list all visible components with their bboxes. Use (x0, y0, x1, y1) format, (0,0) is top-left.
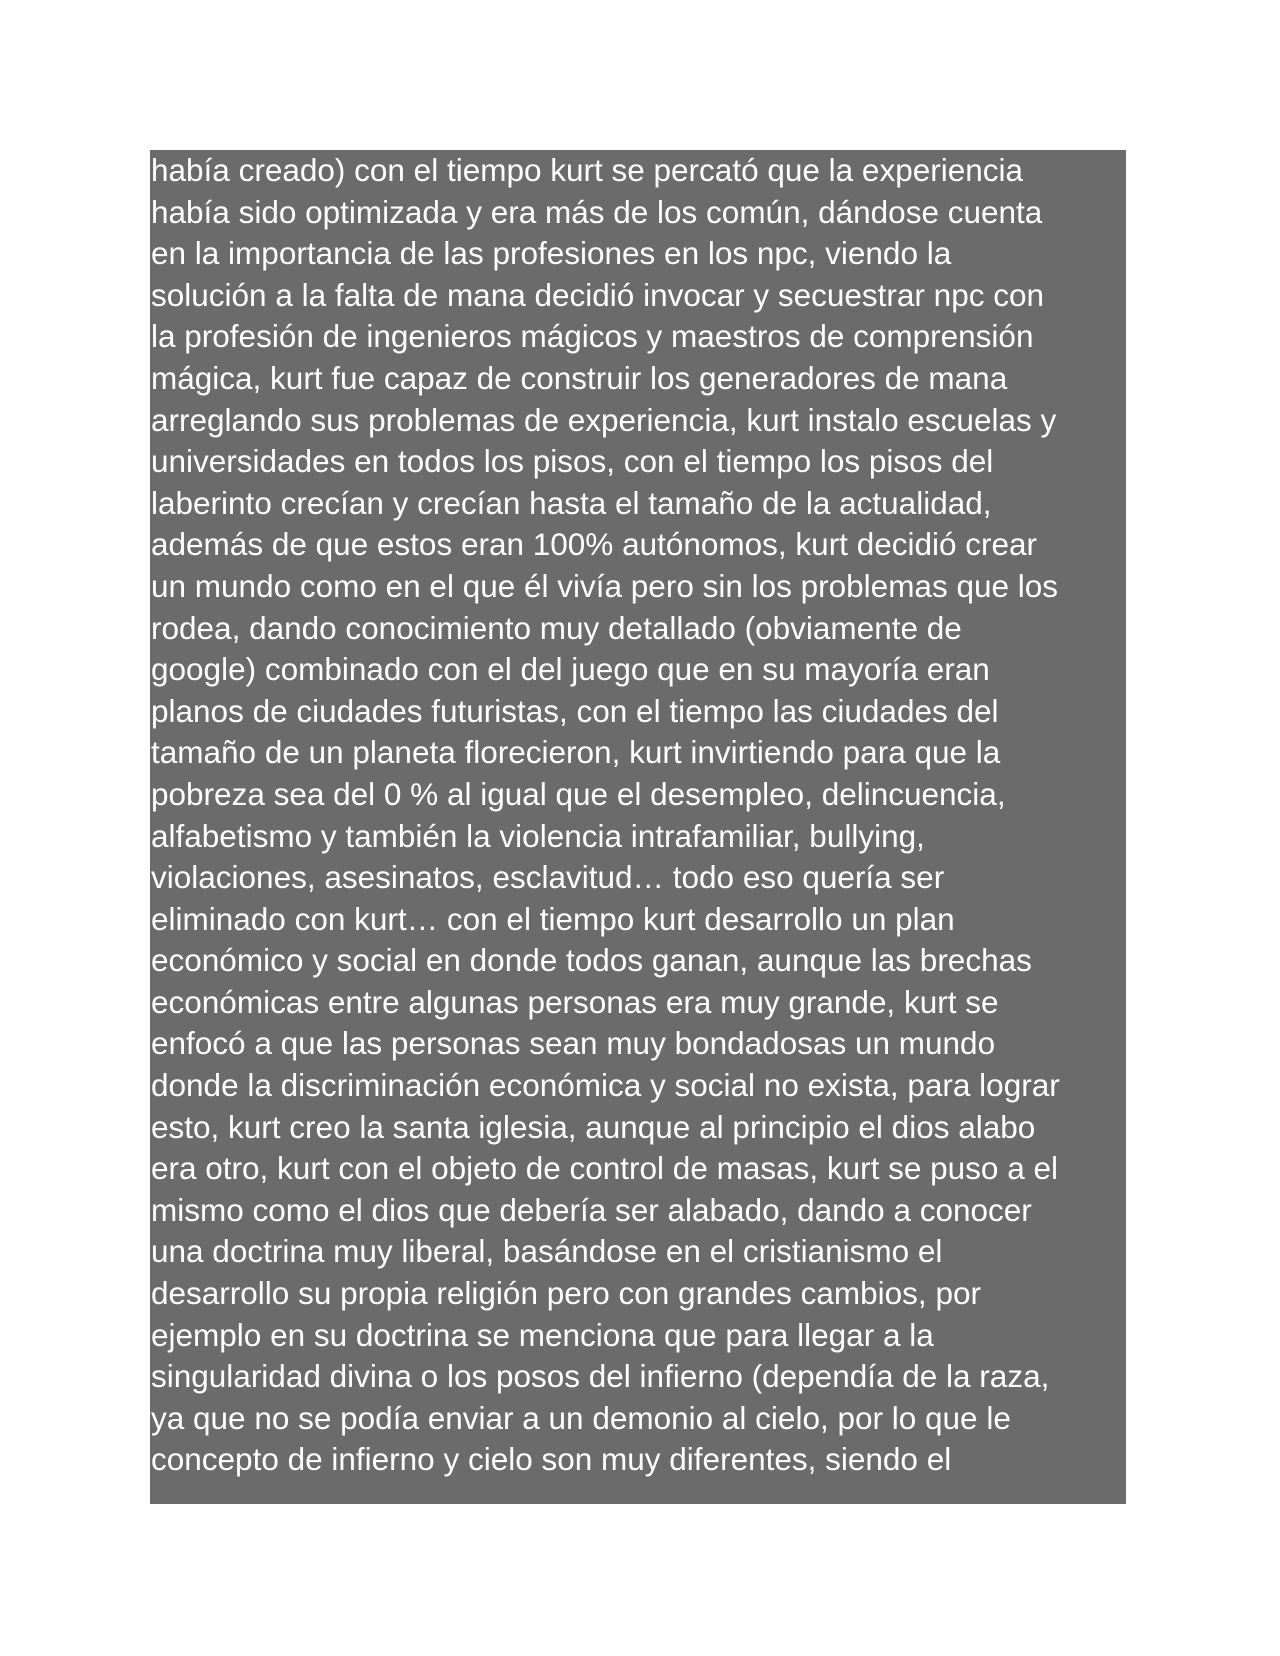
text-line: ya que no se podía enviar a un demonio al cielo, por lo que le (151, 1399, 1011, 1436)
text-line: tamaño de un planeta florecieron, kurt invirtiendo para que la (151, 734, 1001, 771)
text-line: había sido optimizada y era más de los común, dándose cuenta (151, 193, 1043, 230)
text-line: singularidad divina o los posos del infierno (dependía de la raza, (151, 1358, 1050, 1395)
text-line: había creado) con el tiempo kurt se percató que la experiencia (151, 152, 1024, 188)
text-block (150, 150, 1126, 1504)
text-line: universidades en todos los pisos, con el tiempo los pisos del (151, 443, 994, 480)
text-line: pobreza sea del 0 % al igual que el desempleo, delincuencia, (151, 775, 1006, 812)
text-line: violaciones, asesinatos, esclavitud… todo eso quería ser (151, 859, 945, 896)
text-line: mágica, kurt fue capaz de construir los generadores de mana (151, 359, 1008, 396)
text-line: laberinto crecían y crecían hasta el tamaño de la actualidad, (151, 484, 992, 521)
text-line: donde la discriminación económica y social no exista, para lograr (151, 1067, 1060, 1104)
text-line: un mundo como en el que él vivía pero sin los problemas que los (151, 567, 1059, 604)
text-line: además de que estos eran 100% autónomos, kurt decidió crear (151, 526, 1038, 563)
text-line: una doctrina muy liberal, basándose en el cristianismo el (151, 1233, 943, 1270)
text-line: concepto de infierno y cielo son muy diferentes, siendo el (151, 1441, 952, 1478)
text-line: desarrollo su propia religión pero con grandes cambios, por (151, 1275, 981, 1312)
text-line: eliminado con kurt… con el tiempo kurt desarrollo un plan (151, 900, 955, 937)
text-line: económico y social en donde todos ganan, aunque las brechas (151, 942, 1032, 979)
text-line: era otro, kurt con el objeto de control de masas, kurt se puso a el (151, 1150, 1058, 1187)
text-line: la profesión de ingenieros mágicos y maestros de comprensión (151, 318, 1034, 355)
text-line: google) combinado con el del juego que en su mayoría eran (151, 651, 990, 688)
text-line: planos de ciudades futuristas, con el tiempo las ciudades del (151, 692, 999, 729)
text-line: económicas entre algunas personas era muy grande, kurt se (151, 983, 999, 1020)
text-line: solución a la falta de mana decidió invocar y secuestrar npc con (151, 276, 1044, 313)
text-line: enfocó a que las personas sean muy bondadosas un mundo (151, 1025, 996, 1062)
text-line: mismo como el dios que debería ser alabado, dando a conocer (151, 1191, 1032, 1228)
text-line: arreglando sus problemas de experiencia, kurt instalo escuelas y (151, 401, 1057, 438)
text-line: alfabetismo y también la violencia intrafamiliar, bullying, (151, 817, 925, 854)
text-line: esto, kurt creo la santa iglesia, aunque al principio el dios alabo (151, 1108, 1036, 1145)
text-line: rodea, dando conocimiento muy detallado (obviamente de (151, 609, 962, 646)
text-line: ejemplo en su doctrina se menciona que para llegar a la (151, 1316, 934, 1353)
text-line: en la importancia de las profesiones en los npc, viendo la (151, 235, 952, 272)
